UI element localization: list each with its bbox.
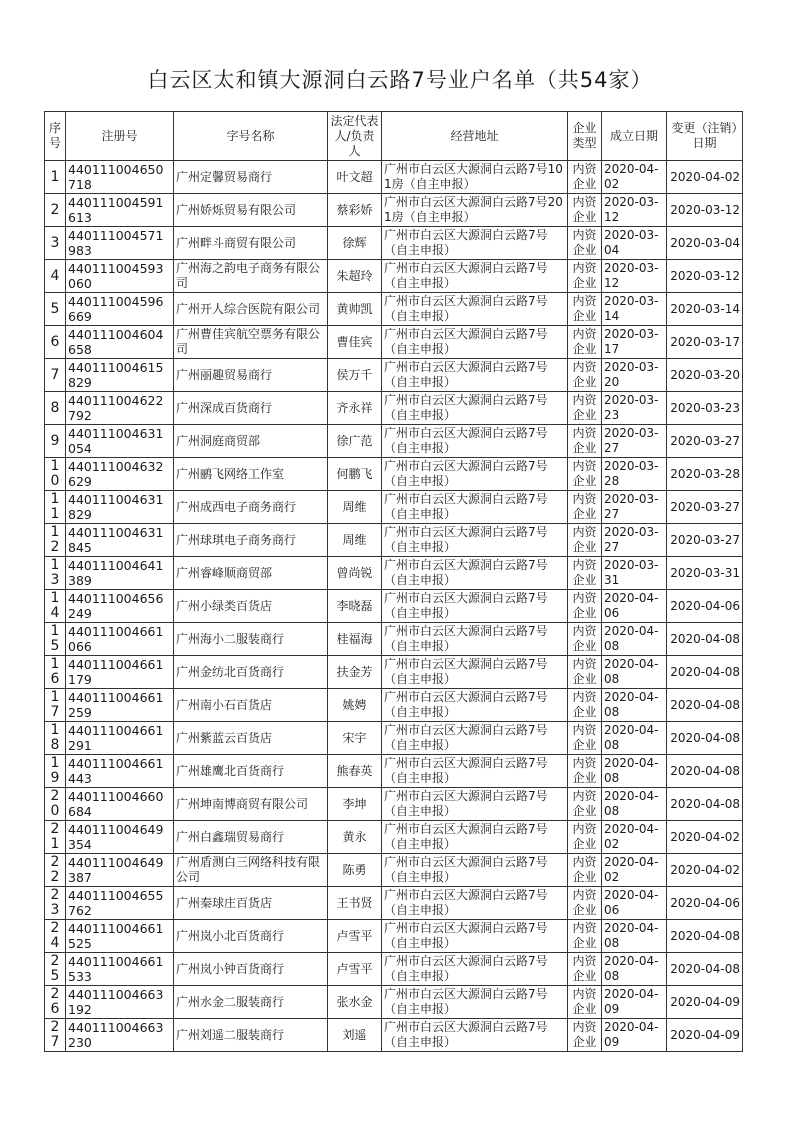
cell-type: 内资企业	[568, 326, 602, 359]
table-row	[45, 689, 743, 722]
cell-changed: 2020-03-12	[667, 194, 743, 227]
cell-address: 广州市白云区大源洞白云路7号（自主申报）	[382, 557, 568, 590]
cell-address: 广州市白云区大源洞白云路7号（自主申报）	[382, 524, 568, 557]
cell-rep: 徐辉	[328, 227, 382, 260]
cell-reg-no: 440111004631054	[66, 425, 174, 458]
cell-changed: 2020-04-09	[667, 986, 743, 1019]
cell-reg-no: 440111004655762	[66, 887, 174, 920]
cell-type: 内资企业	[568, 359, 602, 392]
cell-name: 广州睿峰顺商贸部	[174, 557, 328, 590]
cell-reg-no: 440111004661259	[66, 689, 174, 722]
cell-reg-no: 440111004632629	[66, 458, 174, 491]
cell-name: 广州金纺北百货商行	[174, 656, 328, 689]
cell-rep: 桂福海	[328, 623, 382, 656]
cell-type: 内资企业	[568, 194, 602, 227]
cell-index: 7	[45, 359, 66, 392]
cell-address: 广州市白云区大源洞白云路7号（自主申报）	[382, 953, 568, 986]
cell-address: 广州市白云区大源洞白云路7号（自主申报）	[382, 986, 568, 1019]
cell-rep: 刘遥	[328, 1019, 382, 1052]
cell-index: 13	[45, 557, 66, 590]
cell-index: 25	[45, 953, 66, 986]
cell-name: 广州坤南博商贸有限公司	[174, 788, 328, 821]
cell-rep: 周维	[328, 524, 382, 557]
cell-rep: 周维	[328, 491, 382, 524]
cell-index: 3	[45, 227, 66, 260]
cell-type: 内资企业	[568, 755, 602, 788]
cell-name: 广州洞庭商贸部	[174, 425, 328, 458]
cell-index: 1	[45, 161, 66, 194]
cell-established: 2020-04-08	[602, 656, 667, 689]
cell-index: 5	[45, 293, 66, 326]
cell-type: 内资企业	[568, 821, 602, 854]
header-reg-no: 注册号	[66, 112, 174, 161]
cell-established: 2020-03-27	[602, 491, 667, 524]
cell-index: 2	[45, 194, 66, 227]
cell-rep: 王书贤	[328, 887, 382, 920]
cell-established: 2020-04-06	[602, 887, 667, 920]
cell-rep: 扶金芳	[328, 656, 382, 689]
cell-changed: 2020-03-12	[667, 260, 743, 293]
cell-rep: 徐广范	[328, 425, 382, 458]
cell-name: 广州畔斗商贸有限公司	[174, 227, 328, 260]
cell-name: 广州水金二服装商行	[174, 986, 328, 1019]
business-roster-table	[44, 111, 743, 1052]
cell-reg-no: 440111004641389	[66, 557, 174, 590]
cell-established: 2020-04-09	[602, 1019, 667, 1052]
cell-established: 2020-03-27	[602, 524, 667, 557]
cell-established: 2020-03-20	[602, 359, 667, 392]
cell-index: 15	[45, 623, 66, 656]
table-body	[45, 161, 743, 1052]
cell-rep: 李坤	[328, 788, 382, 821]
table-row	[45, 425, 743, 458]
cell-name: 广州南小石百货店	[174, 689, 328, 722]
cell-changed: 2020-04-08	[667, 920, 743, 953]
cell-changed: 2020-04-08	[667, 722, 743, 755]
cell-rep: 叶文超	[328, 161, 382, 194]
cell-index: 20	[45, 788, 66, 821]
cell-address: 广州市白云区大源洞白云路7号（自主申报）	[382, 326, 568, 359]
cell-address: 广州市白云区大源洞白云路7号（自主申报）	[382, 755, 568, 788]
cell-reg-no: 440111004661179	[66, 656, 174, 689]
cell-reg-no: 440111004650718	[66, 161, 174, 194]
cell-rep: 蔡彩娇	[328, 194, 382, 227]
cell-established: 2020-04-02	[602, 854, 667, 887]
cell-type: 内资企业	[568, 557, 602, 590]
cell-address: 广州市白云区大源洞白云路7号（自主申报）	[382, 1019, 568, 1052]
cell-established: 2020-04-08	[602, 623, 667, 656]
cell-changed: 2020-03-31	[667, 557, 743, 590]
cell-established: 2020-03-31	[602, 557, 667, 590]
cell-reg-no: 440111004593060	[66, 260, 174, 293]
cell-established: 2020-04-08	[602, 755, 667, 788]
cell-established: 2020-04-08	[602, 788, 667, 821]
cell-reg-no: 440111004591613	[66, 194, 174, 227]
cell-established: 2020-04-08	[602, 953, 667, 986]
cell-type: 内资企业	[568, 854, 602, 887]
cell-index: 23	[45, 887, 66, 920]
cell-type: 内资企业	[568, 227, 602, 260]
cell-changed: 2020-03-27	[667, 425, 743, 458]
cell-reg-no: 440111004663192	[66, 986, 174, 1019]
cell-changed: 2020-03-23	[667, 392, 743, 425]
cell-name: 广州定馨贸易商行	[174, 161, 328, 194]
cell-established: 2020-04-09	[602, 986, 667, 1019]
cell-rep: 侯万千	[328, 359, 382, 392]
cell-rep: 黄永	[328, 821, 382, 854]
cell-name: 广州紫蓝云百货店	[174, 722, 328, 755]
cell-changed: 2020-04-08	[667, 689, 743, 722]
cell-name: 广州岚小钟百货商行	[174, 953, 328, 986]
cell-reg-no: 440111004663230	[66, 1019, 174, 1052]
cell-type: 内资企业	[568, 623, 602, 656]
table-row	[45, 194, 743, 227]
table-row	[45, 359, 743, 392]
table-row	[45, 953, 743, 986]
cell-index: 27	[45, 1019, 66, 1052]
cell-name: 广州成西电子商务商行	[174, 491, 328, 524]
cell-name: 广州娇烁贸易有限公司	[174, 194, 328, 227]
cell-type: 内资企业	[568, 788, 602, 821]
cell-name: 广州雄鹰北百货商行	[174, 755, 328, 788]
header-address: 经营地址	[382, 112, 568, 161]
cell-index: 18	[45, 722, 66, 755]
header-name: 字号名称	[174, 112, 328, 161]
cell-address: 广州市白云区大源洞白云路7号（自主申报）	[382, 689, 568, 722]
table-row	[45, 491, 743, 524]
cell-index: 10	[45, 458, 66, 491]
cell-reg-no: 440111004661443	[66, 755, 174, 788]
table-row	[45, 788, 743, 821]
cell-index: 19	[45, 755, 66, 788]
cell-type: 内资企业	[568, 689, 602, 722]
cell-reg-no: 440111004596669	[66, 293, 174, 326]
cell-index: 4	[45, 260, 66, 293]
cell-address: 广州市白云区大源洞白云路7号（自主申报）	[382, 920, 568, 953]
cell-name: 广州海之韵电子商务有限公司	[174, 260, 328, 293]
cell-rep: 何鹏飞	[328, 458, 382, 491]
cell-address: 广州市白云区大源洞白云路7号（自主申报）	[382, 392, 568, 425]
cell-type: 内资企业	[568, 524, 602, 557]
cell-established: 2020-04-02	[602, 821, 667, 854]
cell-changed: 2020-04-08	[667, 788, 743, 821]
table-row	[45, 293, 743, 326]
table-row	[45, 1019, 743, 1052]
cell-type: 内资企业	[568, 887, 602, 920]
cell-reg-no: 440111004649354	[66, 821, 174, 854]
cell-name: 广州海小二服装商行	[174, 623, 328, 656]
cell-address: 广州市白云区大源洞白云路7号（自主申报）	[382, 623, 568, 656]
cell-index: 16	[45, 656, 66, 689]
cell-rep: 姚娉	[328, 689, 382, 722]
table-row	[45, 326, 743, 359]
cell-reg-no: 440111004661525	[66, 920, 174, 953]
page-title: 白云区太和镇大源洞白云路7号业户名单（共54家）	[147, 68, 653, 92]
cell-established: 2020-03-12	[602, 260, 667, 293]
cell-reg-no: 440111004661291	[66, 722, 174, 755]
cell-established: 2020-04-08	[602, 920, 667, 953]
cell-index: 11	[45, 491, 66, 524]
cell-address: 广州市白云区大源洞白云路7号（自主申报）	[382, 656, 568, 689]
cell-reg-no: 440111004631845	[66, 524, 174, 557]
header-changed: 变更（注销）日期	[667, 112, 743, 161]
cell-type: 内资企业	[568, 953, 602, 986]
cell-rep: 卢雪平	[328, 953, 382, 986]
cell-address: 广州市白云区大源洞白云路7号（自主申报）	[382, 854, 568, 887]
cell-type: 内资企业	[568, 722, 602, 755]
table-row	[45, 623, 743, 656]
cell-changed: 2020-03-28	[667, 458, 743, 491]
cell-changed: 2020-04-02	[667, 161, 743, 194]
cell-rep: 陈勇	[328, 854, 382, 887]
cell-index: 12	[45, 524, 66, 557]
cell-established: 2020-04-06	[602, 590, 667, 623]
cell-index: 17	[45, 689, 66, 722]
table-row	[45, 260, 743, 293]
cell-established: 2020-03-12	[602, 194, 667, 227]
table-row	[45, 656, 743, 689]
table-row	[45, 458, 743, 491]
cell-address: 广州市白云区大源洞白云路7号（自主申报）	[382, 821, 568, 854]
cell-name: 广州深成百货商行	[174, 392, 328, 425]
cell-reg-no: 440111004615829	[66, 359, 174, 392]
cell-address: 广州市白云区大源洞白云路7号（自主申报）	[382, 293, 568, 326]
cell-name: 广州鹂飞网络工作室	[174, 458, 328, 491]
cell-type: 内资企业	[568, 986, 602, 1019]
table-row	[45, 887, 743, 920]
cell-index: 22	[45, 854, 66, 887]
cell-reg-no: 440111004660684	[66, 788, 174, 821]
cell-index: 24	[45, 920, 66, 953]
cell-changed: 2020-03-20	[667, 359, 743, 392]
cell-type: 内资企业	[568, 920, 602, 953]
cell-reg-no: 440111004656249	[66, 590, 174, 623]
table-row	[45, 590, 743, 623]
cell-established: 2020-03-28	[602, 458, 667, 491]
cell-established: 2020-03-14	[602, 293, 667, 326]
cell-type: 内资企业	[568, 458, 602, 491]
table-row	[45, 524, 743, 557]
cell-type: 内资企业	[568, 161, 602, 194]
table-row	[45, 392, 743, 425]
header-established: 成立日期	[602, 112, 667, 161]
cell-changed: 2020-04-02	[667, 854, 743, 887]
table-row	[45, 920, 743, 953]
cell-name: 广州盾测白三网络科技有限公司	[174, 854, 328, 887]
cell-reg-no: 440111004604658	[66, 326, 174, 359]
cell-rep: 熊春英	[328, 755, 382, 788]
cell-index: 6	[45, 326, 66, 359]
cell-type: 内资企业	[568, 260, 602, 293]
cell-address: 广州市白云区大源洞白云路7号（自主申报）	[382, 359, 568, 392]
cell-type: 内资企业	[568, 425, 602, 458]
cell-rep: 李晓磊	[328, 590, 382, 623]
table-row	[45, 854, 743, 887]
cell-established: 2020-03-23	[602, 392, 667, 425]
cell-rep: 朱超玲	[328, 260, 382, 293]
cell-changed: 2020-03-27	[667, 524, 743, 557]
cell-reg-no: 440111004631829	[66, 491, 174, 524]
cell-address: 广州市白云区大源洞白云路7号（自主申报）	[382, 458, 568, 491]
table-row	[45, 986, 743, 1019]
cell-type: 内资企业	[568, 392, 602, 425]
cell-address: 广州市白云区大源洞白云路7号（自主申报）	[382, 788, 568, 821]
cell-address: 广州市白云区大源洞白云路7号（自主申报）	[382, 722, 568, 755]
cell-established: 2020-04-02	[602, 161, 667, 194]
cell-address: 广州市白云区大源洞白云路7号（自主申报）	[382, 260, 568, 293]
cell-changed: 2020-04-06	[667, 590, 743, 623]
cell-name: 广州刘遥二服装商行	[174, 1019, 328, 1052]
cell-type: 内资企业	[568, 293, 602, 326]
cell-name: 广州秦球庄百货店	[174, 887, 328, 920]
cell-address: 广州市白云区大源洞白云路7号（自主申报）	[382, 227, 568, 260]
table-row	[45, 755, 743, 788]
cell-changed: 2020-03-14	[667, 293, 743, 326]
cell-changed: 2020-04-06	[667, 887, 743, 920]
cell-name: 广州球琪电子商务商行	[174, 524, 328, 557]
table-row	[45, 821, 743, 854]
cell-changed: 2020-04-02	[667, 821, 743, 854]
cell-rep: 齐永祥	[328, 392, 382, 425]
cell-rep: 卢雪平	[328, 920, 382, 953]
header-type: 企业类型	[568, 112, 602, 161]
cell-established: 2020-03-04	[602, 227, 667, 260]
table-row	[45, 227, 743, 260]
table-row	[45, 161, 743, 194]
cell-address: 广州市白云区大源洞白云路7号（自主申报）	[382, 491, 568, 524]
cell-established: 2020-04-08	[602, 689, 667, 722]
cell-reg-no: 440111004661066	[66, 623, 174, 656]
cell-address: 广州市白云区大源洞白云路7号201房（自主申报）	[382, 194, 568, 227]
cell-name: 广州小绿类百货店	[174, 590, 328, 623]
cell-rep: 曾尚锐	[328, 557, 382, 590]
cell-changed: 2020-03-17	[667, 326, 743, 359]
cell-name: 广州丽趣贸易商行	[174, 359, 328, 392]
cell-changed: 2020-04-08	[667, 623, 743, 656]
cell-changed: 2020-04-08	[667, 755, 743, 788]
cell-changed: 2020-04-09	[667, 1019, 743, 1052]
cell-address: 广州市白云区大源洞白云路7号（自主申报）	[382, 590, 568, 623]
cell-index: 9	[45, 425, 66, 458]
cell-established: 2020-03-27	[602, 425, 667, 458]
cell-rep: 曹佳宾	[328, 326, 382, 359]
cell-changed: 2020-04-08	[667, 656, 743, 689]
cell-index: 14	[45, 590, 66, 623]
cell-address: 广州市白云区大源洞白云路7号（自主申报）	[382, 887, 568, 920]
cell-reg-no: 440111004622792	[66, 392, 174, 425]
cell-established: 2020-03-17	[602, 326, 667, 359]
cell-address: 广州市白云区大源洞白云路7号（自主申报）	[382, 425, 568, 458]
cell-rep: 宋宇	[328, 722, 382, 755]
cell-name: 广州开人综合医院有限公司	[174, 293, 328, 326]
cell-type: 内资企业	[568, 656, 602, 689]
table-row	[45, 722, 743, 755]
header-rep: 法定代表人/负责人	[328, 112, 382, 161]
cell-changed: 2020-04-08	[667, 953, 743, 986]
cell-index: 26	[45, 986, 66, 1019]
cell-reg-no: 440111004649387	[66, 854, 174, 887]
cell-index: 8	[45, 392, 66, 425]
cell-name: 广州岚小北百货商行	[174, 920, 328, 953]
cell-index: 21	[45, 821, 66, 854]
cell-changed: 2020-03-27	[667, 491, 743, 524]
cell-changed: 2020-03-04	[667, 227, 743, 260]
cell-rep: 张水金	[328, 986, 382, 1019]
table-header-row	[45, 112, 743, 161]
cell-established: 2020-04-08	[602, 722, 667, 755]
cell-address: 广州市白云区大源洞白云路7号101房（自主申报）	[382, 161, 568, 194]
cell-type: 内资企业	[568, 491, 602, 524]
cell-reg-no: 440111004661533	[66, 953, 174, 986]
table-row	[45, 557, 743, 590]
cell-reg-no: 440111004571983	[66, 227, 174, 260]
cell-name: 广州曹佳宾航空票务有限公司	[174, 326, 328, 359]
header-index: 序号	[45, 112, 66, 161]
cell-type: 内资企业	[568, 590, 602, 623]
cell-type: 内资企业	[568, 1019, 602, 1052]
cell-rep: 黄帅凯	[328, 293, 382, 326]
cell-name: 广州白鑫瑞贸易商行	[174, 821, 328, 854]
